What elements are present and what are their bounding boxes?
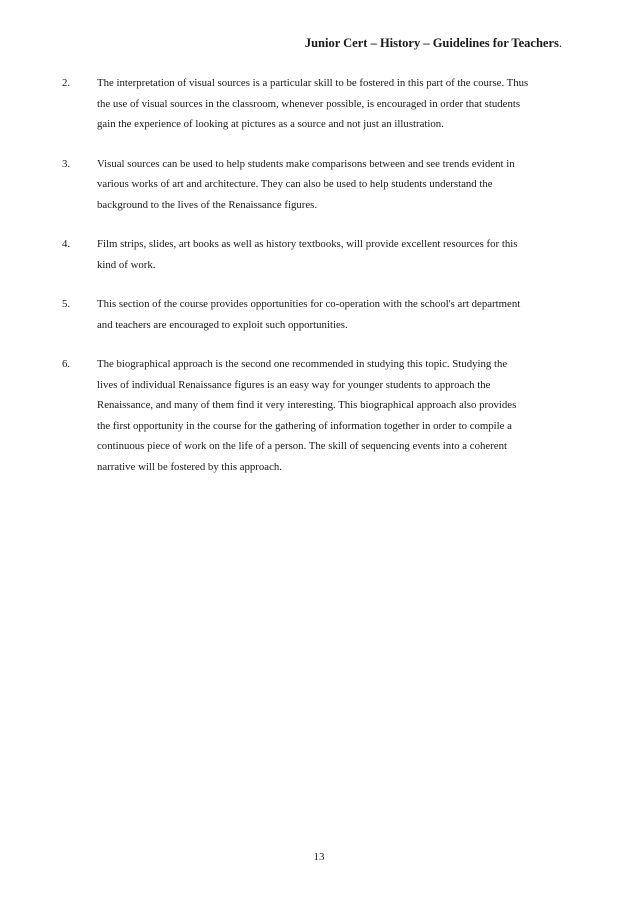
list-item bbox=[62, 73, 562, 135]
list-item-line: Film strips, slides, art books as well as history textbooks, will provide excellent resources for this bbox=[97, 238, 518, 250]
header-trailing-dot: . bbox=[558, 36, 562, 50]
list-item-line: narrative will be fostered by this approach. bbox=[97, 460, 282, 473]
list-item bbox=[62, 294, 562, 335]
list-item-line: the first opportunity in the course for the gathering of information together in order to compile a bbox=[97, 419, 512, 432]
list-item-line: kind of work. bbox=[97, 258, 156, 271]
header-title: Junior Cert – History – Guidelines for Teachers bbox=[304, 36, 559, 50]
list-item-number: 4. bbox=[62, 238, 71, 250]
list-item-line: the use of visual sources in the classroom, whenever possible, is encouraged in order that students bbox=[97, 97, 521, 110]
list-item bbox=[62, 354, 562, 477]
list-item-number: 6. bbox=[62, 358, 71, 370]
list-item-line: The interpretation of visual sources is a particular skill to be fostered in this part of the course. Thus bbox=[97, 77, 529, 89]
page-header bbox=[305, 36, 562, 51]
list-item-number: 2. bbox=[62, 77, 71, 89]
list-item-line: various works of art and architecture. They can also be used to help students understand the bbox=[97, 178, 493, 190]
list-item-number: 5. bbox=[62, 298, 71, 310]
list-item-line: Renaissance, and many of them find it very interesting. This biographical approach also provides bbox=[97, 399, 517, 411]
list-item bbox=[62, 234, 562, 275]
list-item-line: The biographical approach is the second one recommended in studying this topic. Studying the bbox=[97, 358, 508, 370]
list-item-line: This section of the course provides opportunities for co-operation with the school's art department bbox=[97, 298, 521, 310]
list-item-number: 3. bbox=[62, 157, 71, 170]
list-item-line: gain the experience of looking at pictures as a source and not just an illustration. bbox=[97, 118, 444, 130]
list-item-line: and teachers are encouraged to exploit such opportunities. bbox=[97, 318, 348, 331]
list-item bbox=[62, 154, 562, 216]
list-item-line: continuous piece of work on the life of a person. The skill of sequencing events into a coherent bbox=[97, 440, 507, 452]
list-item-line: background to the lives of the Renaissance figures. bbox=[97, 198, 318, 211]
list-item-line: Visual sources can be used to help students make comparisons between and see trends evident in bbox=[97, 157, 515, 170]
page-number: 13 bbox=[313, 851, 325, 863]
list-item-line: lives of individual Renaissance figures is an easy way for younger students to approach the bbox=[97, 378, 491, 391]
guidelines-list bbox=[62, 73, 562, 477]
